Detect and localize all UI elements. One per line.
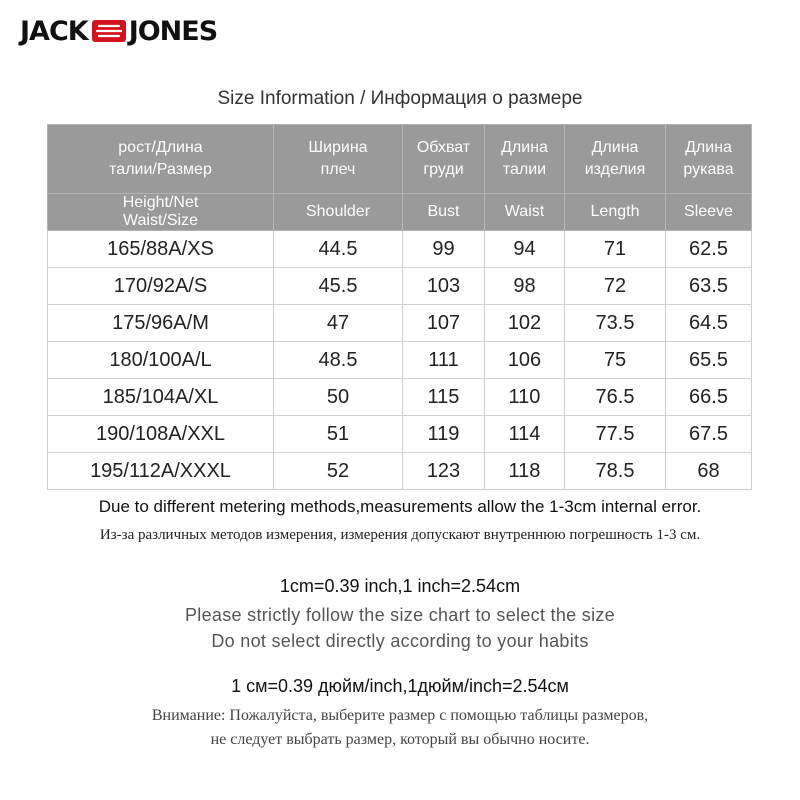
header-cell: Length	[565, 194, 666, 231]
size-advice-line-2: Do not select directly according to your habits	[211, 631, 589, 651]
brand-left: JACK	[20, 15, 88, 47]
bust-cell: 111	[403, 342, 485, 379]
table-row	[48, 416, 752, 453]
sleeve-cell: 62.5	[666, 231, 752, 268]
bust-cell: 107	[403, 305, 485, 342]
waist-cell: 110	[485, 379, 565, 416]
waist-cell: 106	[485, 342, 565, 379]
size-cell: 180/100A/L	[48, 342, 274, 379]
brand-logo	[20, 14, 217, 48]
shoulder-cell: 50	[274, 379, 403, 416]
table-row	[48, 231, 752, 268]
length-cell: 76.5	[565, 379, 666, 416]
brand-right: JONES	[128, 15, 218, 47]
length-cell: 71	[565, 231, 666, 268]
table-row	[48, 342, 752, 379]
header-cell: Waist	[485, 194, 565, 231]
header-cell: Bust	[403, 194, 485, 231]
length-cell: 78.5	[565, 453, 666, 490]
header-cell: Обхват груди	[403, 125, 485, 194]
bust-cell: 103	[403, 268, 485, 305]
shoulder-cell: 47	[274, 305, 403, 342]
header-cell: Длина талии	[485, 125, 565, 194]
sleeve-cell: 65.5	[666, 342, 752, 379]
warning-ru-line-2: не следует выбрать размер, который вы обычно носите.	[210, 731, 590, 748]
measurement-error-note-ru: Из-за различных методов измерения, измерения допускают внутреннюю погрешность 1-3 см.	[99, 527, 701, 543]
shoulder-cell: 48.5	[274, 342, 403, 379]
header-cell: Height/Net Waist/Size	[48, 194, 274, 231]
sleeve-cell: 63.5	[666, 268, 752, 305]
header-row-en	[48, 194, 752, 231]
sleeve-cell: 64.5	[666, 305, 752, 342]
waist-cell: 114	[485, 416, 565, 453]
size-cell: 170/92A/S	[48, 268, 274, 305]
header-row-ru	[48, 125, 752, 194]
length-cell: 77.5	[565, 416, 666, 453]
waist-cell: 94	[485, 231, 565, 268]
length-cell: 73.5	[565, 305, 666, 342]
bust-cell: 123	[403, 453, 485, 490]
bust-cell: 115	[403, 379, 485, 416]
warning-ru-line-1: Внимание: Пожалуйста, выберите размер с помощью таблицы размеров,	[151, 707, 649, 724]
header-cell: рост/Длина талии/Размер	[48, 125, 274, 194]
sleeve-cell: 66.5	[666, 379, 752, 416]
size-cell: 190/108A/XXL	[48, 416, 274, 453]
length-cell: 72	[565, 268, 666, 305]
header-cell: Длина рукава	[666, 125, 752, 194]
sleeve-cell: 67.5	[666, 416, 752, 453]
table-row	[48, 305, 752, 342]
bust-cell: 99	[403, 231, 485, 268]
table-row	[48, 268, 752, 305]
page-title: Size Information / Информация о размере	[217, 88, 583, 109]
header-cell: Sleeve	[666, 194, 752, 231]
shoulder-cell: 44.5	[274, 231, 403, 268]
size-cell: 175/96A/M	[48, 305, 274, 342]
header-cell: Shoulder	[274, 194, 403, 231]
bust-cell: 119	[403, 416, 485, 453]
header-cell: Длина изделия	[565, 125, 666, 194]
size-cell: 195/112A/XXXL	[48, 453, 274, 490]
header-cell: Ширина плеч	[274, 125, 403, 194]
size-cell: 165/88A/XS	[48, 231, 274, 268]
shoulder-cell: 45.5	[274, 268, 403, 305]
table-row	[48, 453, 752, 490]
length-cell: 75	[565, 342, 666, 379]
flag-icon	[92, 20, 126, 42]
waist-cell: 102	[485, 305, 565, 342]
shoulder-cell: 51	[274, 416, 403, 453]
table-row	[48, 379, 752, 416]
unit-conversion-ru: 1 см=0.39 дюйм/inch,1дюйм/inch=2.54см	[231, 676, 569, 696]
measurement-error-note-en: Due to different metering methods,measurements allow the 1-3cm internal error.	[98, 497, 702, 516]
waist-cell: 118	[485, 453, 565, 490]
shoulder-cell: 52	[274, 453, 403, 490]
size-cell: 185/104A/XL	[48, 379, 274, 416]
sleeve-cell: 68	[666, 453, 752, 490]
unit-conversion-en: 1cm=0.39 inch,1 inch=2.54cm	[279, 576, 521, 596]
waist-cell: 98	[485, 268, 565, 305]
size-advice-line-1: Please strictly follow the size chart to select the size	[185, 605, 615, 625]
size-chart-table	[47, 124, 752, 490]
